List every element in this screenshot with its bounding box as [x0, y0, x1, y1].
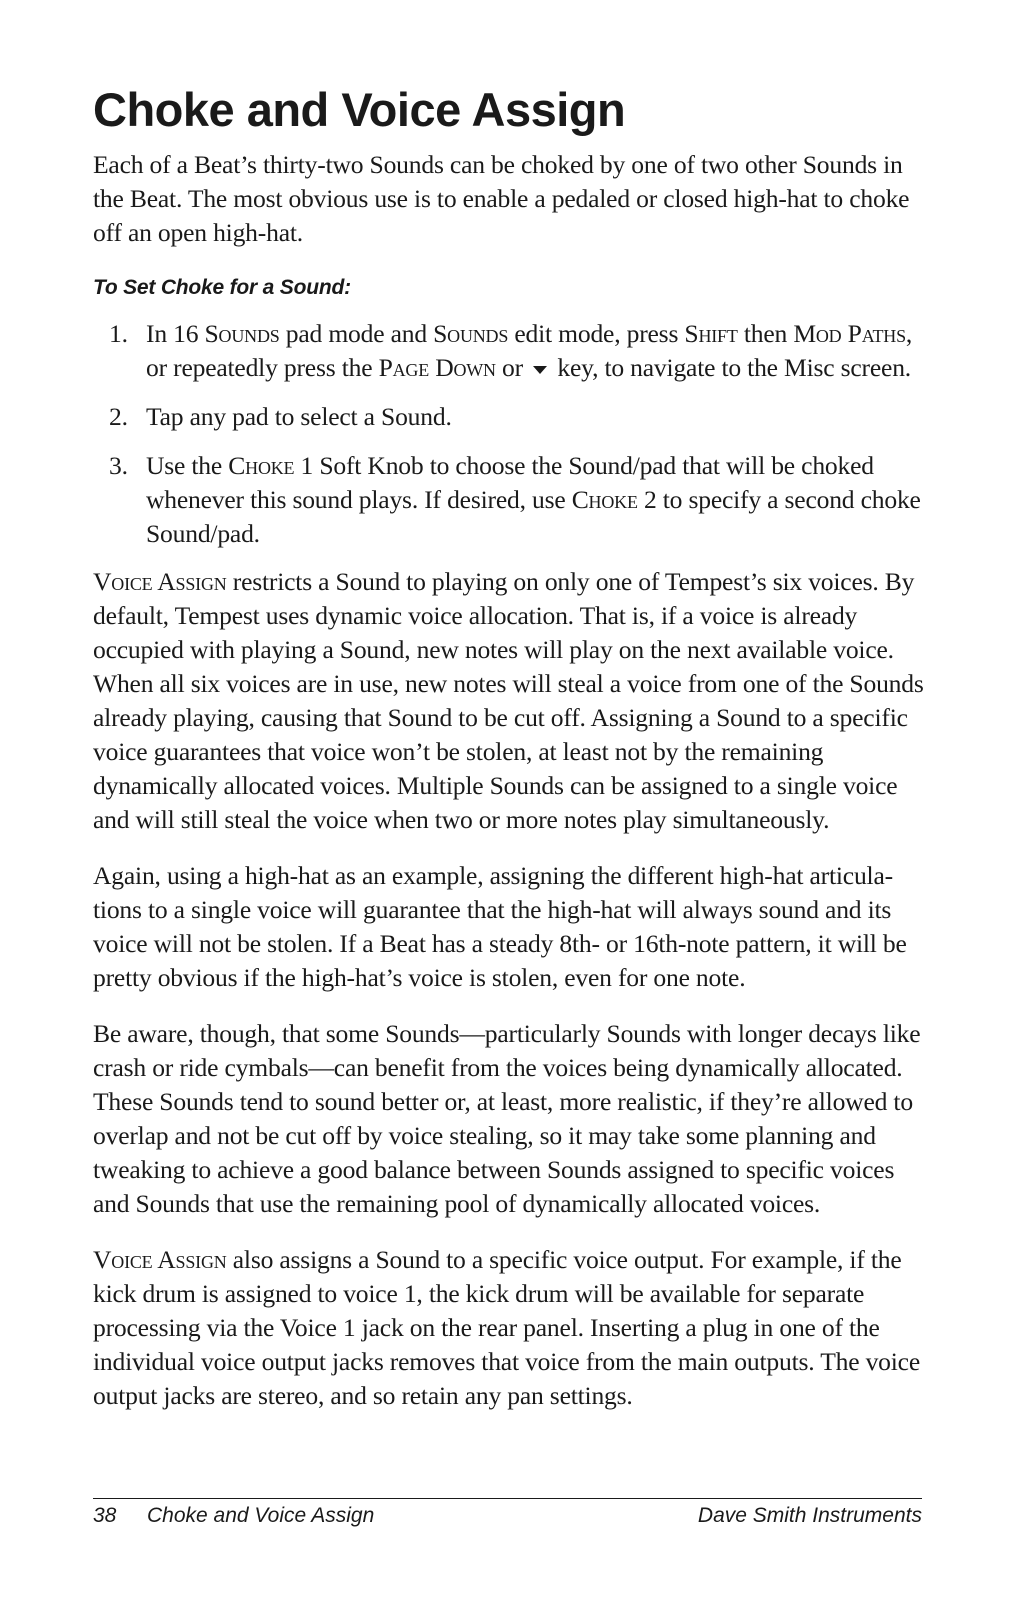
body-content	[93, 148, 929, 1435]
parameter-name: Voice Assign	[93, 1245, 227, 1274]
step-text: , or repeatedly press the	[146, 319, 913, 382]
step-text: pad mode and	[279, 319, 434, 348]
step-text: In 16	[146, 319, 205, 348]
step-text: key, to navigate to the Misc screen.	[551, 353, 911, 382]
parameter-name: Voice Assign	[93, 567, 227, 596]
key-name: Sounds	[204, 319, 280, 348]
footer-divider	[93, 1498, 922, 1499]
high-hat-example-paragraph: Again, using a high-hat as an example, assigning the different high-hat articulations to a single voice will guarantee that the high-hat will always sound and its voice will not be stolen. If a Beat has a steady 8th- or 16th-note pattern, it will be pretty obvious if the high-hat’s voice is stolen, even for one note.	[93, 861, 907, 992]
footer-publisher: Dave Smith Instruments	[697, 1504, 922, 1527]
step-text: then	[737, 319, 794, 348]
paragraph-text: restricts a Sound to playing on only one of Tempest’s six voices. By default, Tempest uses dynamic voice allocation. That is, if a voice is already occupied with playing a Sound, new notes will play on the next available voice. When all six voices are in use, new notes will steal a voice from one of the Sounds already playing, causing that Sound to be cut off. Assigning a Sound to a specific voice guarantees that voice won’t be stolen, at least not by the remaining dynamically allocated voices. Multiple Sounds can be assigned to a single voice and will still steal the voice when two or more notes play simultaneously.	[93, 567, 924, 834]
key-name: Sounds	[433, 319, 509, 348]
page-footer	[93, 1502, 922, 1530]
paragraph-text: also assigns a Sound to a specific voice output. For example, if the kick drum is assigned to voice 1, the kick drum will be available for separate processing via the Voice 1 jack on the rear panel. Inserting a plug in one of the individual voice output jacks removes that voice from the main outputs. The voice output jacks are stereo, and so retain any pan settings.	[93, 1245, 921, 1410]
step-text: 1 Soft Knob to choose the Sound/pad that will be choked whenever this sound plays. If desired, use	[146, 451, 874, 514]
steps-list	[93, 317, 929, 551]
list-item-step-1	[93, 317, 929, 385]
voice-output-paragraph	[93, 1243, 929, 1413]
step-text: Tap any pad to select a Sound.	[146, 402, 452, 431]
intro-paragraph: Each of a Beat’s thirty-two Sounds can be choked by one of two other Sounds in the Beat. The most obvious use is to enable a pedaled or closed high-hat to choke off an open high-hat.	[93, 150, 910, 247]
step-number: 1.	[109, 319, 128, 348]
footer-section-title: Choke and Voice Assign	[147, 1504, 375, 1527]
step-text: edit mode, press	[508, 319, 685, 348]
page-number: 38	[93, 1504, 117, 1527]
dynamic-allocation-paragraph: Be aware, though, that some Sounds—particularly Sounds with longer decays like crash or ride cymbals—can benefit from the voices being dynamically allocated. These Sounds tend to sound better or, at least, more realistic, if they’re allowed to overlap and not be cut off by voice stealing, so it may take some planning and tweaking to achieve a good balance between Sounds assigned to specific voices and Sounds that use the remaining pool of dynamically allocated voices.	[93, 1019, 921, 1218]
procedure-heading: To Set Choke for a Sound:	[93, 276, 351, 299]
key-name: Choke	[571, 485, 638, 514]
key-name: Mod Paths	[793, 319, 906, 348]
list-item-step-2	[93, 400, 929, 434]
key-name: Choke	[228, 451, 295, 480]
voice-assign-paragraph	[93, 565, 929, 837]
step-text: 2 to specify a second choke Sound/pad.	[146, 485, 921, 548]
key-name: Page Down	[378, 353, 496, 382]
step-number: 3.	[109, 451, 128, 480]
page-title: Choke and Voice Assign	[93, 83, 626, 136]
step-text: or	[495, 353, 530, 382]
key-name: Shift	[684, 319, 738, 348]
list-item-step-3	[93, 449, 929, 551]
down-triangle-icon	[533, 366, 547, 374]
step-number: 2.	[109, 402, 128, 431]
step-text: Use the	[146, 451, 229, 480]
